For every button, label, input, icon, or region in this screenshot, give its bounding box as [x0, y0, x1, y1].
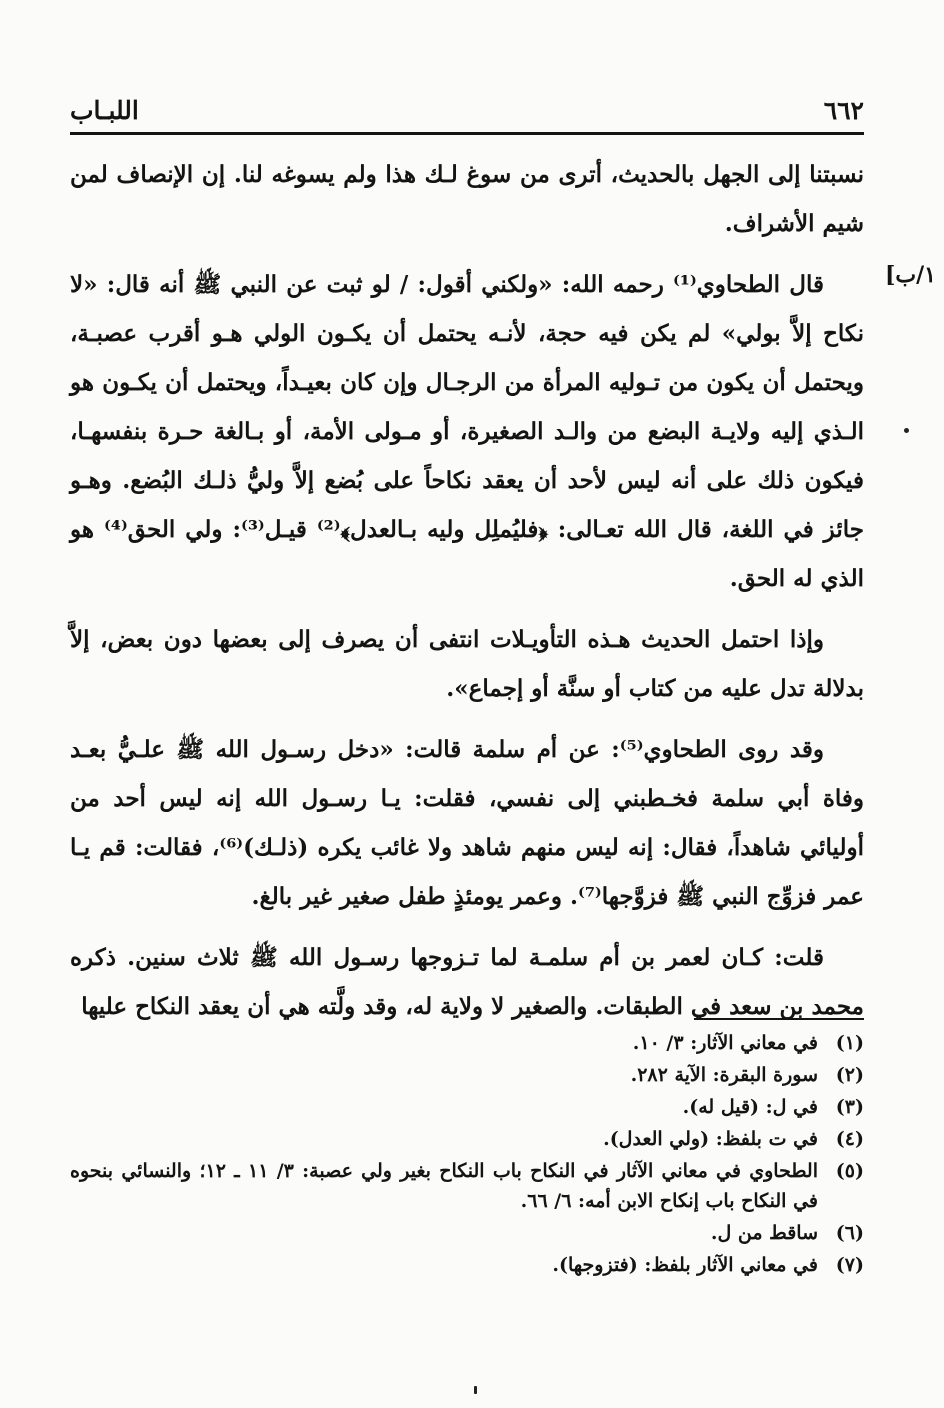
footnote-text: الطحاوي في معاني الآثار في النكاح باب النكاح بغير ولي عصبة: ٣/ ١١ ـ ١٢؛ والنسائي بنحوه في النكاح باب إنكاح الابن أمه: ٦/ ٦٦. — [70, 1160, 818, 1212]
paragraph — [70, 725, 864, 921]
scan-speck — [474, 1386, 477, 1394]
footnote-text: ساقط من ل. — [710, 1222, 818, 1244]
footnote-text: في معاني الآثار: ٣/ ١٠. — [632, 1032, 818, 1054]
footnote-number: (٧) — [835, 1254, 864, 1276]
footnote-text: في ت بلفظ: (ولي العدل). — [603, 1128, 818, 1150]
paragraph — [70, 933, 864, 1031]
footnote-number: (٥) — [835, 1160, 864, 1182]
footnote — [70, 1218, 864, 1248]
paragraph-text: نسبتنا إلى الجهل بالحديث، أترى من سوغ لـك هذا ولم يسوغه لنا. إن الإنصاف لمن شيم الأشراف. — [70, 161, 864, 237]
header-rule — [70, 132, 864, 135]
paragraph — [70, 615, 864, 713]
footnotes — [70, 1028, 864, 1282]
page-number: ٦٦٢ — [823, 96, 864, 125]
footnote-text: سورة البقرة: الآية ٢٨٢. — [630, 1064, 818, 1086]
footnote-number: (٣) — [835, 1096, 864, 1118]
page-header — [70, 96, 864, 128]
paragraph-text: وإذا احتمل الحديث هـذه التأويـلات انتفى أن يصرف إلى بعضها دون بعض، إلاَّ بدلالة تدل عليه من كتاب أو سنَّة أو إجماع». — [70, 626, 864, 702]
footnote — [70, 1060, 864, 1090]
paragraph-text: قلت: كـان لعمر بن أم سلمـة لما تـزوجها رسـول الله ﷺ ثلاث سنين. ذكره محمد بن سعد في الطبقات. والصغير لا ولاية له، وقد ولَّته هي أن يعقد النكاح عليها — [70, 944, 864, 1020]
margin-folio-note: ١/ب] — [885, 262, 936, 288]
footnote-number: (١) — [835, 1032, 864, 1054]
paragraph — [70, 260, 864, 603]
footnote — [70, 1028, 864, 1058]
footnote-rule — [694, 1018, 864, 1020]
footnote — [70, 1092, 864, 1122]
footnote-text: في معاني الآثار بلفظ: (فتزوجها). — [552, 1254, 818, 1276]
main-text — [70, 150, 864, 1043]
paragraph-text: قال الطحاوي⁽¹⁾ رحمه الله: «ولكني أقول: / لو ثبت عن النبي ﷺ أنه قال: «لا نكاح إلاَّ بولي» لم يكن فيه حجة، لأنـه يحتمل أن يكـون الولي هـو أقرب عصبـة، ويحتمل أن يكون من تـوليه المرأة من الرجـال وإن كان بعيـداً، ويحتمل أن يكـون هو الـذي إليه ولايـة البضع من والـد الصغيرة، أو مـولى الأمة، أو بـالغة حـرة بنفسهـا، فيكون ذلك على أنه ليس لأحد أن يعقد نكاحاً على بُضع إلاَّ وليُّ ذلـك البُضع. وهـو جائز في اللغة، قال الله تعـالى: ﴿فليُملِل وليه بـالعدل﴾⁽²⁾ قيـل⁽³⁾: ولي الحق⁽⁴⁾ هو الذي له الحق. — [70, 271, 864, 592]
footnote-text: في ل: (قيل له). — [682, 1096, 818, 1118]
footnote-number: (٦) — [835, 1222, 864, 1244]
running-title: اللبـاب — [70, 96, 139, 125]
scan-speck — [904, 428, 909, 433]
footnote-number: (٤) — [835, 1128, 864, 1150]
footnote — [70, 1156, 864, 1216]
paragraph — [70, 150, 864, 248]
footnote — [70, 1250, 864, 1280]
paragraph-text: وقد روى الطحاوي⁽⁵⁾: عن أم سلمة قالت: «دخل رسـول الله ﷺ علـيُّ بعـد وفاة أبي سلمة فخـطبني إلى نفسي، فقلت: يـا رسـول الله إنه ليس أحد من أوليائي شاهداً، فقال: إنه ليس منهم شاهد ولا غائب يكره (ذلـك)⁽⁶⁾، فقالت: قم يـا عمر فزوِّج النبي ﷺ فزوَّجها⁽⁷⁾. وعمر يومئذٍ طفل صغير غير بالغ. — [70, 736, 864, 910]
footnote — [70, 1124, 864, 1154]
footnote-number: (٢) — [835, 1064, 864, 1086]
